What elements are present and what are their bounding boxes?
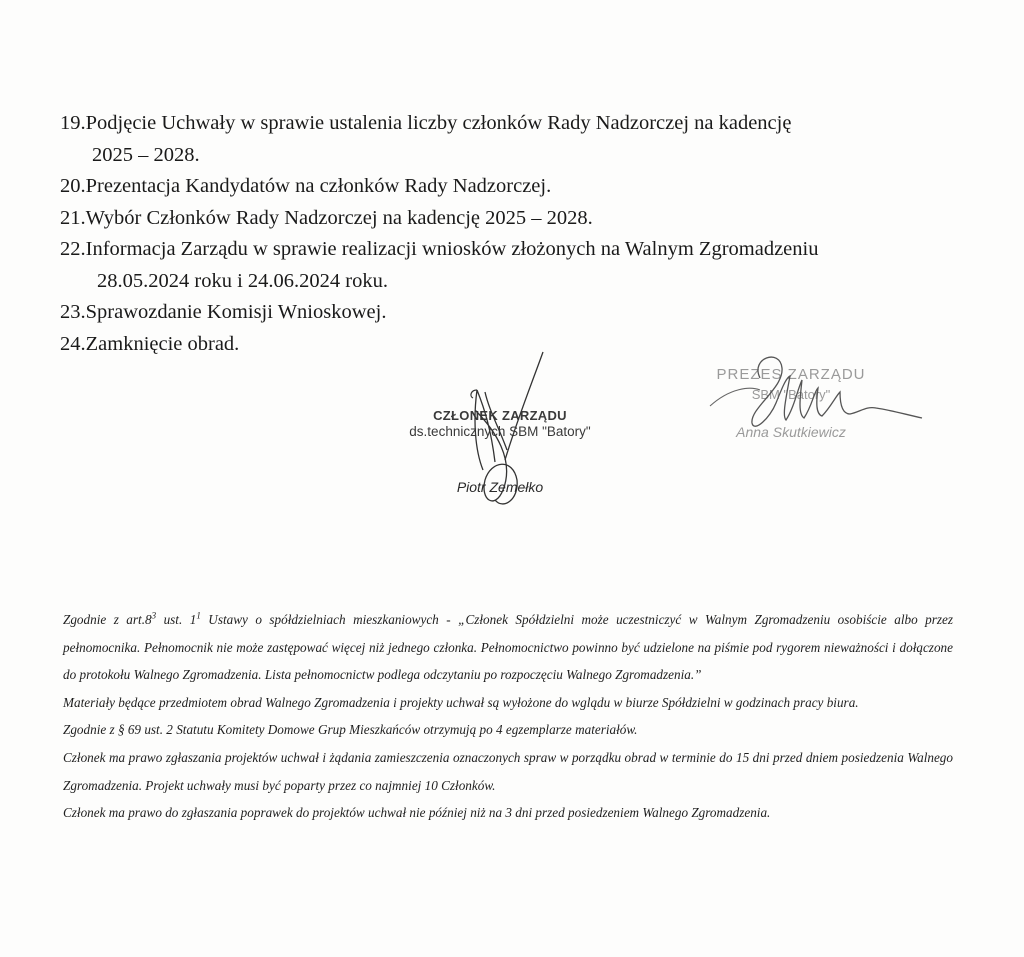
note-paragraph: Członek ma prawo do zgłaszania poprawek do projektów uchwał nie później niż na 3 dni przed posiedzeniem Walnego Zgromadzenia. [63,805,771,821]
agenda-item-number: 24. [60,332,86,355]
agenda-item-20 [60,171,990,203]
notes-section [63,606,953,827]
agenda-item-number: 19. [60,112,86,134]
note-text: Ustawy o spółdzielniach mieszkaniowych - „Członek Spółdzielni może uczestniczyć w Walnym Zgromadzeniu osobiście albo przez pełnomocnika. Pełnomocnik nie może zastępować więcej niż jednego członka. Pełnomocnictwo powinno być udzielone na piśmie pod rygorem nieważności i dołączone do protokołu Walnego Zgromadzenia. Lista pełnomocnictw podlega odczytaniu po rozpoczęciu Walnego Zgromadzenia.” [63,612,953,683]
agenda-item-text: Wybór Członków Rady Nadzorczej na kadencję 2025 – 2028. [85,206,593,229]
agenda-item-number: 23. [60,301,86,323]
agenda-list [60,108,990,360]
agenda-item-text: Zamknięcie obrad. [85,332,240,355]
stamp-board-president [686,366,896,440]
note-paragraph: Materiały będące przedmiotem obrad Walnego Zgromadzenia i projekty uchwał są wyłożone do wglądu w biurze Spółdzielni w godzinach pracy biura. [63,694,859,710]
stamp-subtitle: ds.technicznych SBM "Batory" [409,424,591,439]
stamp-title: CZŁONEK ZARZĄDU [433,408,567,423]
agenda-item-text: Informacja Zarządu w sprawie realizacji wniosków złożonych na Walnym Zgromadzeniu [85,238,819,260]
agenda-item-number: 20. [60,175,86,197]
note-text: ust. 1 [156,612,197,627]
agenda-item-21 [60,203,990,235]
note-text: Zgodnie z art.8 [63,612,152,627]
note-paragraph: Zgodnie z § 69 ust. 2 Statutu Komitety Domowe Grup Mieszkańców otrzymują po 4 egzemplarze materiałów. [63,722,638,738]
stamp-board-member [380,408,620,495]
agenda-item-text: Prezentacja Kandydatów na członków Rady Nadzorczej. [85,175,552,197]
agenda-item-24 [60,329,990,361]
note-paragraph: Członek ma prawo zgłaszania projektów uchwał i żądania zamieszczenia oznaczonych spraw w porządku obrad w terminie do 15 dni przed dniem posiedzenia Walnego Zgromadzenia. Projekt uchwały musi być poparty przez co najmniej 10 Członków. [63,749,953,793]
agenda-item-23 [60,297,990,329]
stamp-title: PREZES ZARZĄDU [716,366,866,383]
note-superscript: 3 [151,610,157,621]
agenda-item-number: 22. [60,238,86,260]
agenda-item-text: Podjęcie Uchwały w sprawie ustalenia liczby członków Rady Nadzorczej na kadencję [85,112,792,134]
agenda-item-number: 21. [60,206,86,229]
agenda-item-continuation: 28.05.2024 roku i 24.06.2024 roku. [97,269,388,292]
stamp-subtitle: SBM "Batory" [751,387,831,402]
note-paragraph [63,606,953,689]
note-superscript: 1 [196,610,201,621]
stamp-name: Anna Skutkiewicz [736,424,846,440]
agenda-item-22 [60,234,990,297]
agenda-item-continuation: 2025 – 2028. [92,143,200,166]
agenda-item-text: Sprawozdanie Komisji Wnioskowej. [85,301,387,323]
stamp-name: Piotr Zemełko [456,479,544,495]
agenda-item-19 [60,108,990,171]
